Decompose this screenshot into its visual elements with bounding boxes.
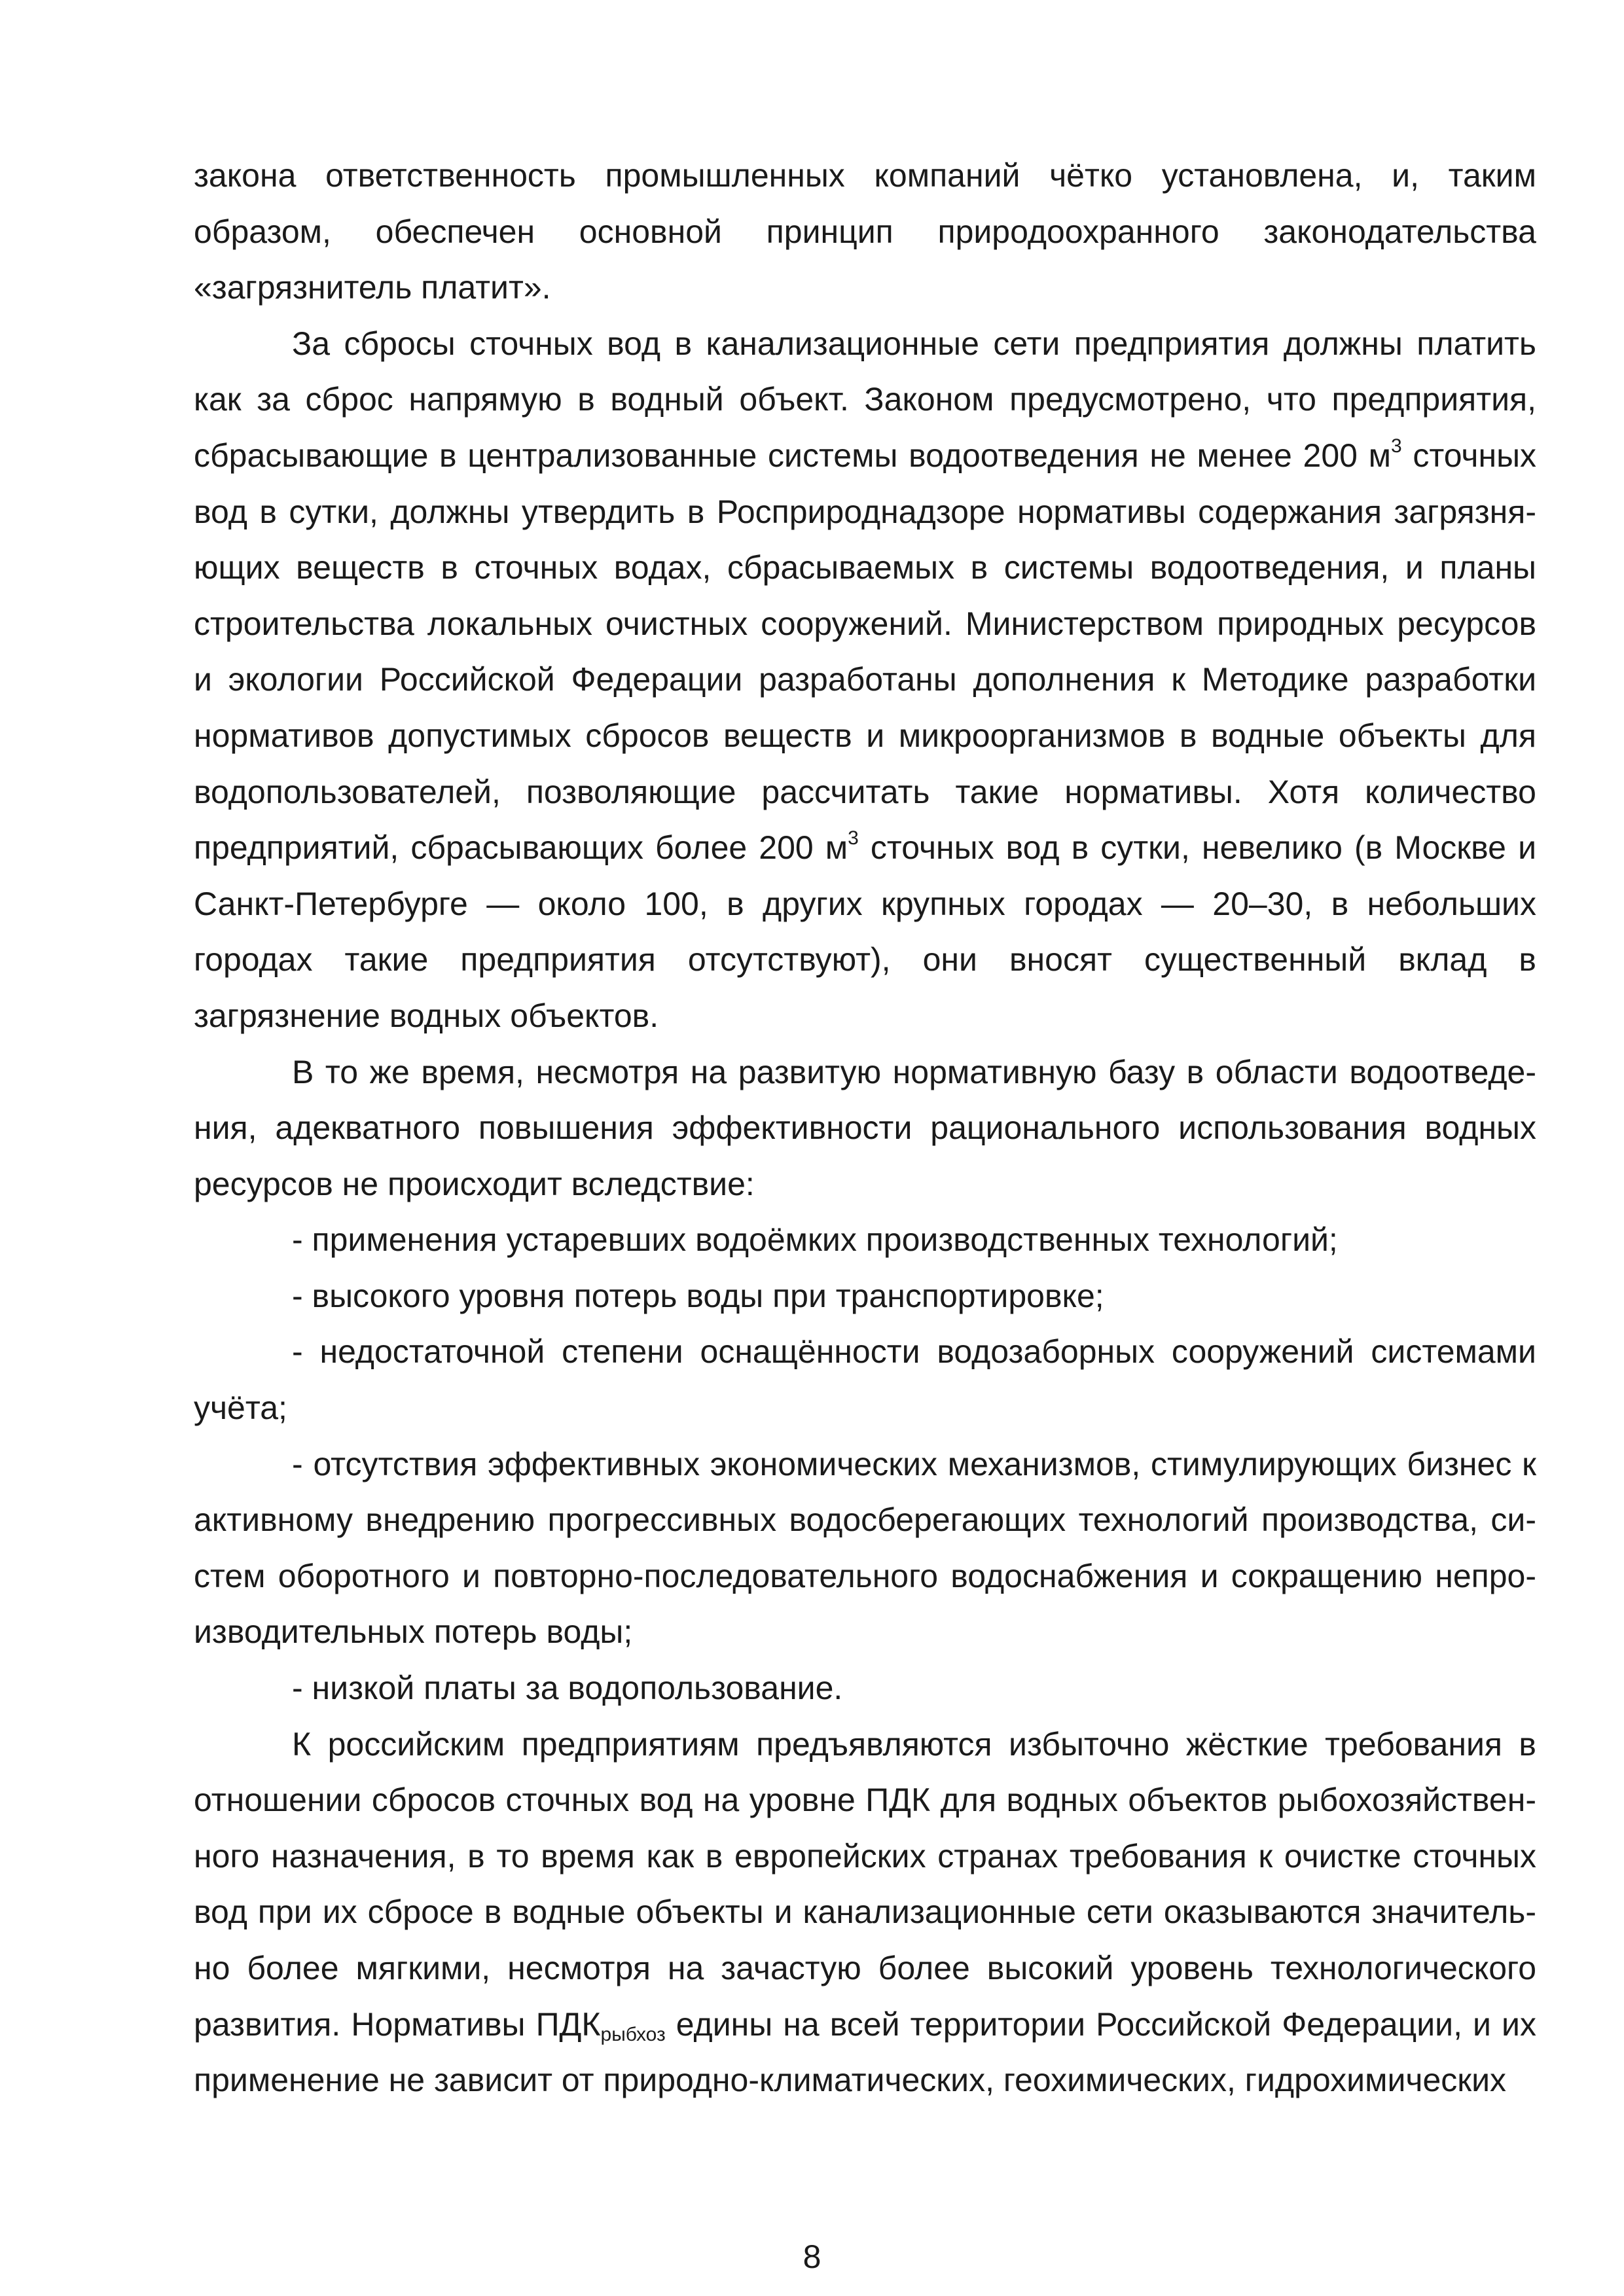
text-run: закона ответственность промышленных компаний чётко установлена, и, таким образом, обеспечен основной принцип природоохранного законодательства «загрязнитель платит». <box>194 157 1536 306</box>
paragraph <box>194 1045 1536 1213</box>
text-run: - низкой платы за водопользование. <box>292 1670 843 1707</box>
list-item <box>194 1660 1536 1717</box>
subscript: рыбхоз <box>600 2023 666 2045</box>
text-run: сточных вод в сутки, должны утвердить в Росприроднадзоре нормативы содержания загрязняющих веществ в сточных водах, сбрасываемых в системы водоотведения, и планы строительства локальных очистных сооружений. Министерством природных ресурсов и экологии Российской Федерации разработаны дополнения к Методике разработки нормативов допустимых сбросов веществ и микроорганизмов в водные объекты для водопользователей, позволяющие рассчитать такие нормативы. Хотя количество предприятий, сбрасывающих более 200 м <box>194 437 1537 867</box>
paragraph <box>194 148 1536 316</box>
list-item <box>194 1268 1536 1325</box>
text-run: К российским предприятиям предъявляются избыточно жёсткие требования в отношении сбросов сточных вод на уровне ПДК для водных объектов рыбохозяйственного назначения, в то время как в европейских странах требования к очистке сточных вод при их сбросе в водные объекты и канализационные сети оказываются значительно более мягкими, несмотря на зачастую более высокий уровень технологического развития. Нормативы ПДК <box>194 1725 1536 2043</box>
page-number: 8 <box>803 2238 821 2275</box>
text-run: - применения устаревших водоёмких производственных технологий; <box>292 1221 1338 1259</box>
list-item <box>194 1324 1536 1436</box>
body-text <box>194 148 1536 2109</box>
superscript: 3 <box>1391 435 1402 457</box>
text-run: В то же время, несмотря на развитую нормативную базу в области водоотведения, адекватного повышения эффективности рационального использования водных ресурсов не происходит вследствие: <box>194 1053 1536 1202</box>
paragraph <box>194 1717 1536 2109</box>
text-run: - недостаточной степени оснащённости водозаборных сооружений системами учёта; <box>194 1333 1536 1427</box>
text-run: За сбросы сточных вод в канализационные сети предприятия должны платить как за сброс напрямую в водный объект. Законом предусмотрено, что предприятия, сбрасывающие в централизованные системы водоотведения не менее 200 м <box>194 325 1536 474</box>
paragraph <box>194 316 1536 1045</box>
text-run: едины на всей территории Российской Федерации, и их применение не зависит от природно-климатических, геохимических, гидрохимических <box>194 2005 1536 2099</box>
text-run: - высокого уровня потерь воды при транспортировке; <box>292 1277 1104 1314</box>
superscript: 3 <box>848 827 859 850</box>
text-run: - отсутствия эффективных экономических механизмов, стимулирующих бизнес к активному внедрению прогрессивных водосберегающих технологий производства, систем оборотного и повторно-последовательного водоснабжения и сокращению непроизводительных потерь воды; <box>194 1445 1536 1651</box>
list-item <box>194 1212 1536 1268</box>
text-run: сточных вод в сутки, невелико (в Москве и Санкт-Петербурге — около 100, в других крупных городах — 20–30, в небольших городах такие предприятия отсутствуют), они вносят существенный вклад в загрязнение водных объектов. <box>194 829 1536 1034</box>
list-item <box>194 1437 1536 1660</box>
